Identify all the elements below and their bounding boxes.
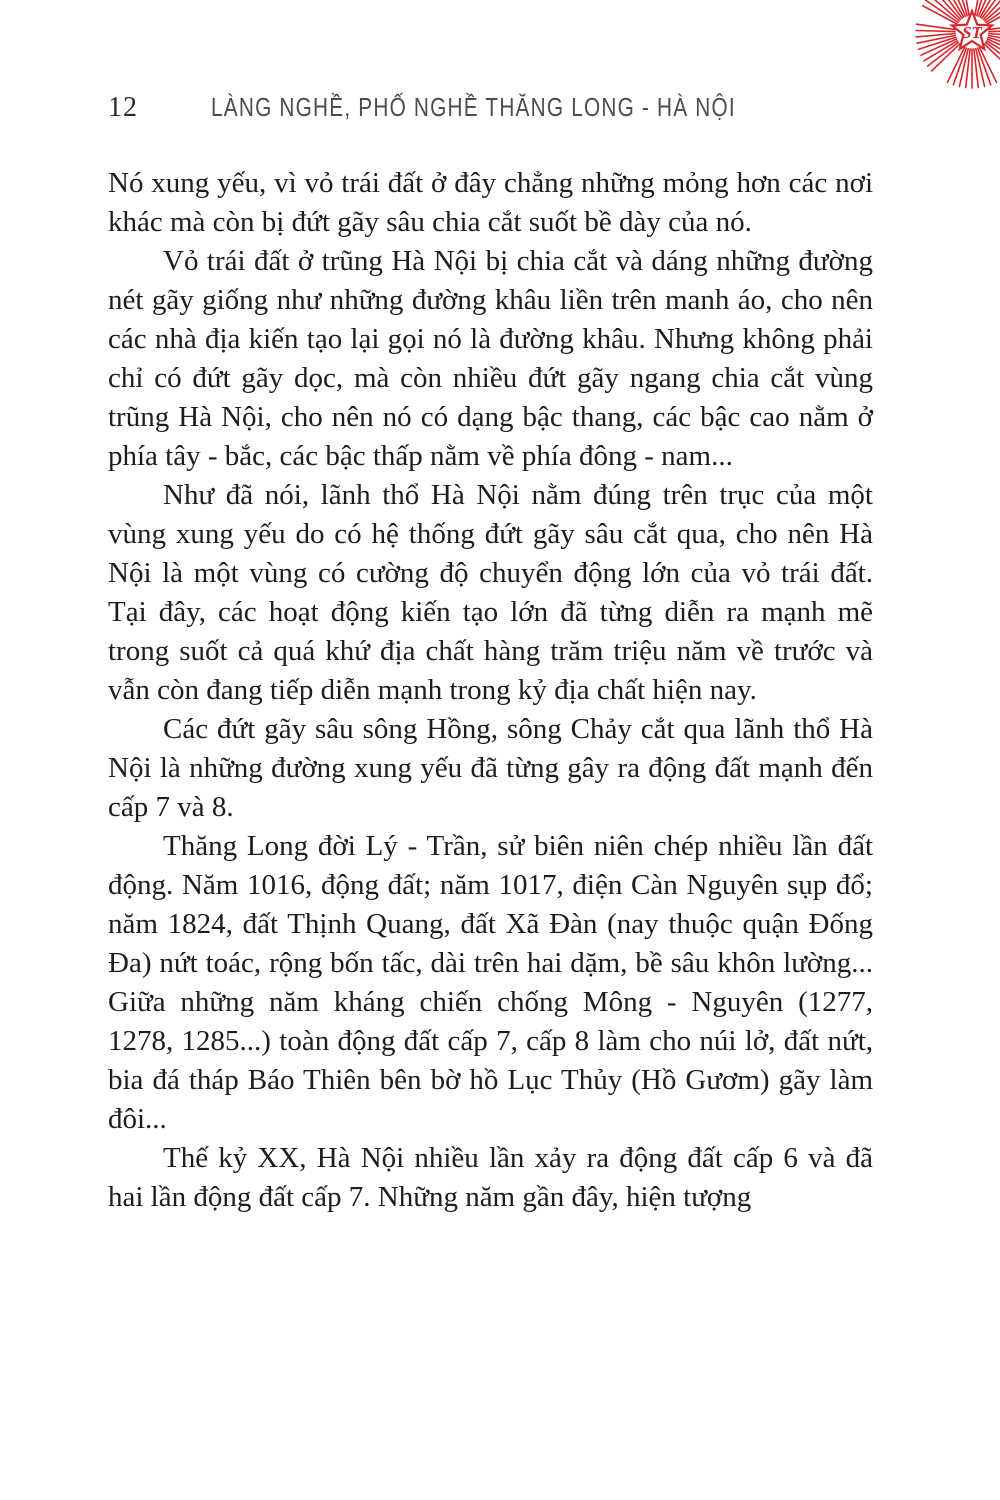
paragraph: Như đã nói, lãnh thổ Hà Nội nằm đúng trên trục của một vùng xung yếu do có hệ thống đứt gãy sâu cắt qua, cho nên Hà Nội là một vùng có cường độ chuyển động lớn của vỏ trái đất. Tại đây, các hoạt động kiến tạo lớn đã từng diễn ra mạnh mẽ trong suốt cả quá khứ địa chất hàng trăm triệu năm về trước và vẫn còn đang tiếp diễn mạnh trong kỷ địa chất hiện nay. (108, 479, 873, 706)
page-number: 12 (108, 92, 138, 123)
paragraph: Thế kỷ XX, Hà Nội nhiều lần xảy ra động đất cấp 6 và đã hai lần động đất cấp 7. Những năm gần đây, hiện tượng (108, 1142, 873, 1213)
paragraph: Các đứt gãy sâu sông Hồng, sông Chảy cắt qua lãnh thổ Hà Nội là những đường xung yếu đã từng gây ra động đất mạnh đến cấp 7 và 8. (108, 713, 873, 823)
page-header (108, 92, 890, 124)
logo-monogram: ST (962, 23, 982, 42)
paragraph: Nó xung yếu, vì vỏ trái đất ở đây chẳng những mỏng hơn các nơi khác mà còn bị đứt gãy sâu chia cắt suốt bề dày của nó. (108, 167, 873, 238)
body-text (108, 164, 873, 1217)
paragraph: Vỏ trái đất ở trũng Hà Nội bị chia cắt và dáng những đường nét gãy giống như những đường khâu liền trên manh áo, cho nên các nhà địa kiến tạo lại gọi nó là đường khâu. Nhưng không phải chỉ có đứt gãy dọc, mà còn nhiều đứt gãy ngang chia cắt vùng trũng Hà Nội, cho nên nó có dạng bậc thang, các bậc cao nằm ở phía tây - bắc, các bậc thấp nằm về phía đông - nam... (108, 245, 873, 472)
running-title: LÀNG NGHỀ, PHỐ NGHỀ THĂNG LONG - HÀ NỘI (211, 92, 736, 122)
paragraph: Thăng Long đời Lý - Trần, sử biên niên chép nhiều lần đất động. Năm 1016, động đất; năm 1017, điện Càn Nguyên sụp đổ; năm 1824, đất Thịnh Quang, đất Xã Đàn (nay thuộc quận Đống Đa) nứt toác, rộng bốn tấc, dài trên hai dặm, bề sâu khôn lường... Giữa những năm kháng chiến chống Mông - Nguyên (1277, 1278, 1285...) toàn động đất cấp 7, cấp 8 làm cho núi lở, đất nứt, bia đá tháp Báo Thiên bên bờ hồ Lục Thủy (Hồ Gươm) gãy làm đôi... (108, 830, 873, 1135)
publisher-starburst-logo-icon (912, 0, 1000, 92)
